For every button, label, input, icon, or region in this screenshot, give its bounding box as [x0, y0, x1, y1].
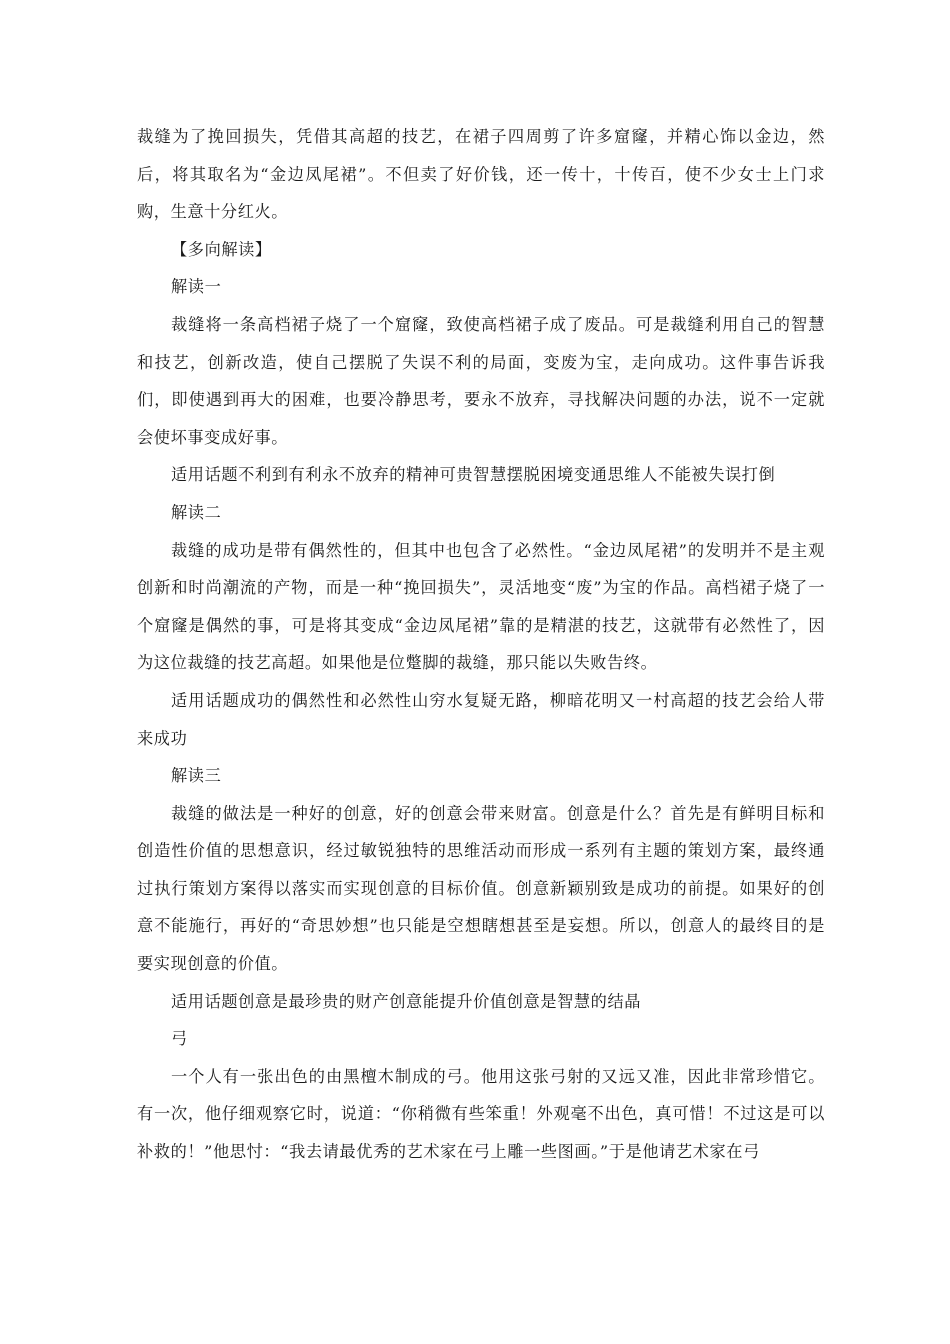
paragraph-reading-two: 裁缝的成功是带有偶然性的，但其中也包含了必然性。“金边凤尾裙”的发明并不是主观创新和时尚潮流的产物，而是一种“挽回损失”，灵活地变“废”为宝的作品。高档裙子烧了一个窟窿是偶然的事，可是将其变成“金边凤尾裙”靠的是精湛的技艺，这就带有必然性了，因为这位裁缝的技艺高超。如果他是位蹩脚的裁缝，那只能以失败告终。	[137, 540, 825, 673]
story-title-bow: 弓	[171, 1029, 188, 1049]
topics-reading-three: 适用话题创意是最珍贵的财产创意能提升价值创意是智慧的结晶	[171, 991, 642, 1011]
paragraph-story-ending: 裁缝为了挽回损失，凭借其高超的技艺，在裙子四周剪了许多窟窿，并精心饰以金边，然后，将其取名为“金边凤尾裙”。不但卖了好价钱，还一传十，十传百，使不少女士上门求购，生意十分红火。	[137, 127, 825, 222]
paragraph-bow-story: 一个人有一张出色的由黑檀木制成的弓。他用这张弓射的又远又准，因此非常珍惜它。有一次，他仔细观察它时，说道：“你稍微有些笨重！外观毫不出色，真可惜！不过这是可以补救的！”他思忖：“我去请最优秀的艺术家在弓上雕一些图画。”于是他请艺术家在弓	[137, 1066, 825, 1162]
subheading-reading-three: 解读三	[171, 766, 222, 786]
paragraph-reading-three: 裁缝的做法是一种好的创意，好的创意会带来财富。创意是什么？首先是有鲜明目标和创造性价值的思想意识，经过敏锐独特的思维活动而形成一系列有主题的策划方案，最终通过执行策划方案得以落实而实现创意的目标价值。创意新颖别致是成功的前提。如果好的创意不能施行，再好的“奇思妙想”也只能是空想瞎想甚至是妄想。所以，创意人的最终目的是要实现创意的价值。	[137, 803, 825, 974]
paragraph-reading-one: 裁缝将一条高档裙子烧了一个窟窿，致使高档裙子成了废品。可是裁缝利用自己的智慧和技艺，创新改造，使自己摆脱了失误不利的局面，变废为宝，走向成功。这件事告诉我们，即使遇到再大的困难，也要冷静思考，要永不放弃，寻找解决问题的办法，说不一定就会使坏事变成好事。	[137, 314, 825, 447]
topics-reading-one: 适用话题不利到有利永不放弃的精神可贵智慧摆脱困境变通思维人不能被失误打倒	[171, 465, 776, 485]
subheading-reading-two: 解读二	[171, 502, 222, 522]
document-page	[137, 118, 825, 1171]
subheading-reading-one: 解读一	[171, 277, 222, 297]
topics-reading-two: 适用话题成功的偶然性和必然性山穷水复疑无路，柳暗花明又一村高超的技艺会给人带来成功	[137, 690, 825, 748]
section-heading-multi-reading: 【多向解读】	[171, 239, 272, 259]
